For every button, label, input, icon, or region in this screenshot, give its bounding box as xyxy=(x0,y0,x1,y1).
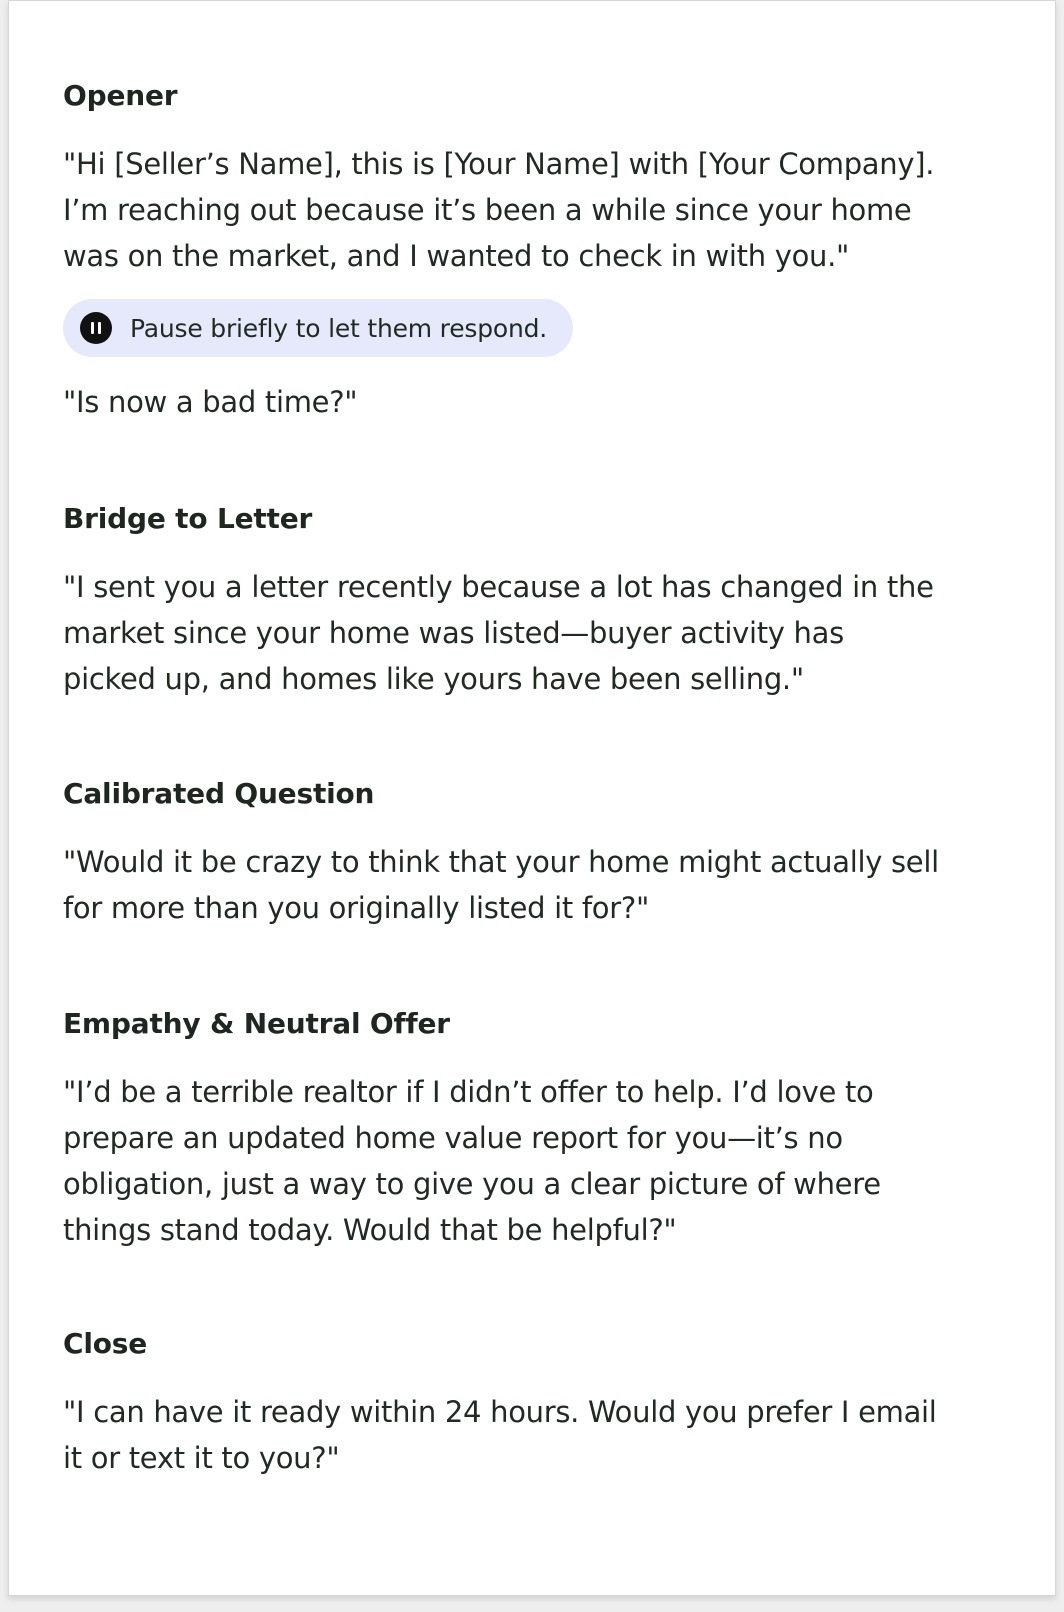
calibrated-line-2: for more than you originally listed it for?" xyxy=(63,891,650,925)
empathy-line-2: prepare an updated home value report for you—it’s no xyxy=(63,1121,843,1155)
calibrated-heading: Calibrated Question xyxy=(63,777,375,810)
empathy-line-3: obligation, just a way to give you a clear picture of where xyxy=(63,1167,881,1201)
empathy-line-4: things stand today. Would that be helpful?" xyxy=(63,1213,677,1247)
opener-line-3: was on the market, and I wanted to check in with you." xyxy=(63,239,850,273)
bridge-heading: Bridge to Letter xyxy=(63,502,313,535)
close-text xyxy=(63,1389,937,1481)
opener-line-2: I’m reaching out because it’s been a while since your home xyxy=(63,193,912,227)
pause-note xyxy=(63,299,573,357)
close-heading: Close xyxy=(63,1327,148,1360)
opener-follow-up: "Is now a bad time?" xyxy=(63,385,358,419)
script-card xyxy=(8,0,1056,1596)
pause-icon xyxy=(80,312,112,344)
empathy-heading: Empathy & Neutral Offer xyxy=(63,1007,450,1040)
bridge-text xyxy=(63,564,934,702)
close-line-2: it or text it to you?" xyxy=(63,1441,340,1475)
bridge-line-3: picked up, and homes like yours have been selling." xyxy=(63,662,804,696)
opener-line-1: "Hi [Seller’s Name], this is [Your Name] with [Your Company]. xyxy=(63,147,935,181)
opener-text xyxy=(63,141,934,279)
opener-heading: Opener xyxy=(63,79,178,112)
bridge-line-1: "I sent you a letter recently because a lot has changed in the xyxy=(63,570,934,604)
calibrated-line-1: "Would it be crazy to think that your home might actually sell xyxy=(63,845,939,879)
empathy-line-1: "I’d be a terrible realtor if I didn’t offer to help. I’d love to xyxy=(63,1075,874,1109)
pause-note-text: Pause briefly to let them respond. xyxy=(130,313,548,343)
bridge-line-2: market since your home was listed—buyer activity has xyxy=(63,616,844,650)
calibrated-text xyxy=(63,839,939,931)
empathy-text xyxy=(63,1069,881,1253)
close-line-1: "I can have it ready within 24 hours. Would you prefer I email xyxy=(63,1395,937,1429)
